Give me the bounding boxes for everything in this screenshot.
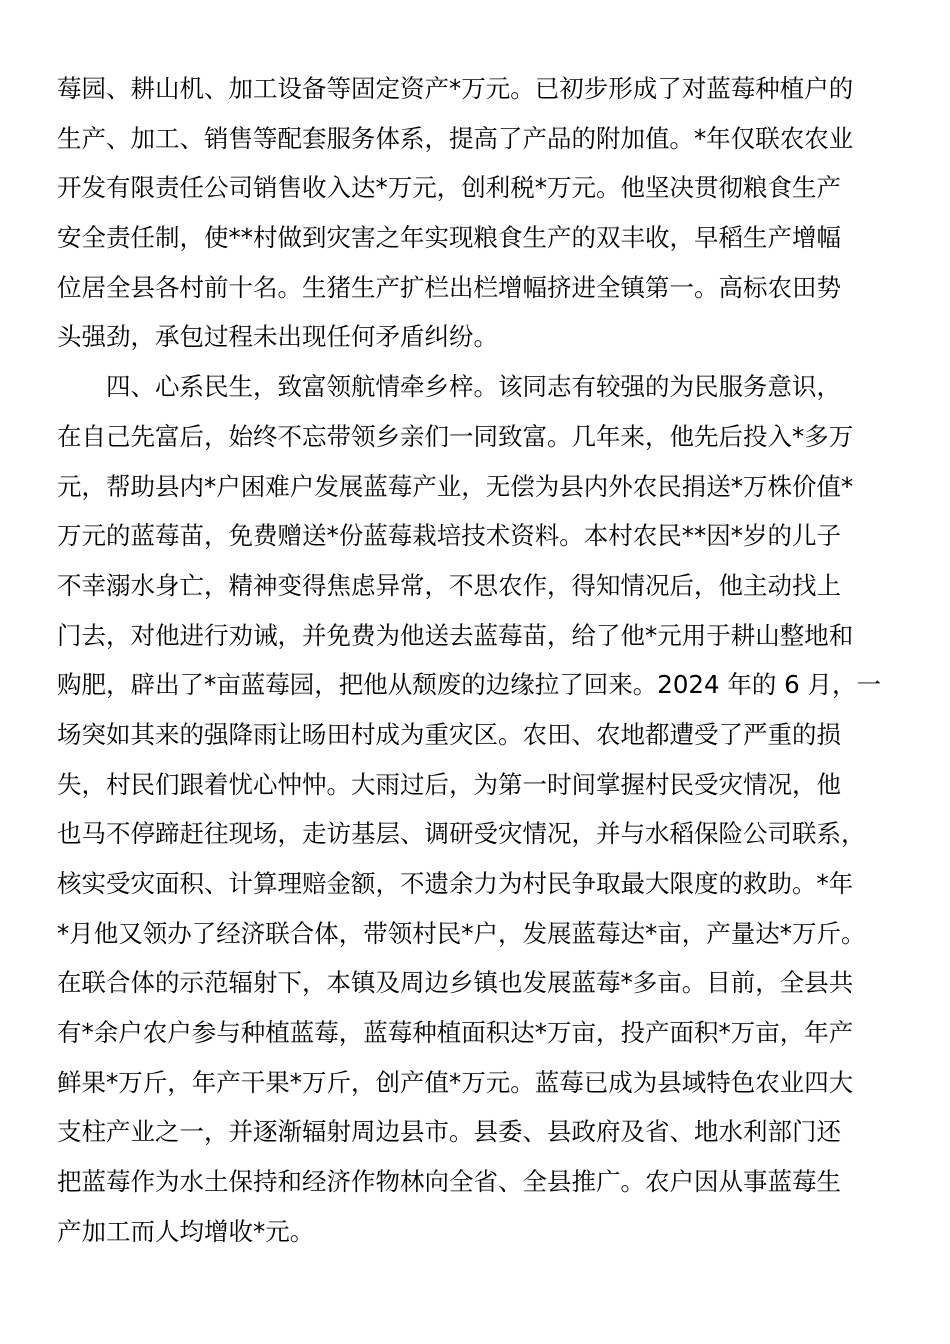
text-line: 场突如其来的强降雨让旸田村成为重灾区。农田、农地都遭受了严重的损 — [57, 719, 841, 749]
text-line: 在自己先富后，始终不忘带领乡亲们一同致富。几年来，他先后投入*多万 — [57, 421, 854, 451]
text-line: 位居全县各村前十名。生猪生产扩栏出栏增幅挤进全镇第一。高标农田势 — [57, 272, 841, 302]
text-line: 安全责任制，使**村做到灾害之年实现粮食生产的双丰收，早稻生产增幅 — [57, 223, 841, 253]
text-line: *月他又领办了经济联合体，带领村民*户，发展蓝莓达*亩，产量达*万斤。 — [57, 918, 866, 948]
text-line: 支柱产业之一，并逐渐辐射周边县市。县委、县政府及省、地水利部门还 — [57, 1117, 841, 1147]
document-body — [57, 64, 893, 1257]
text-line: 生产、加工、销售等配套服务体系，提高了产品的附加值。*年仅联农农业 — [57, 123, 854, 153]
text-line: 也马不停蹄赶往现场，走访基层、调研受灾情况，并与水稻保险公司联系， — [57, 819, 866, 849]
text-line: 产加工而人均增收*元。 — [57, 1216, 315, 1246]
text-line: 头强劲，承包过程未出现任何矛盾纠纷。 — [57, 322, 498, 352]
text-line: 不幸溺水身亡，精神变得焦虑异常，不思农作，得知情况后，他主动找上 — [57, 570, 841, 600]
text-line: 万元的蓝莓苗，免费赠送*份蓝莓栽培技术资料。本村农民**因*岁的儿子 — [57, 521, 841, 551]
text-line: 失，村民们跟着忧心忡忡。大雨过后，为第一时间掌握村民受灾情况，他 — [57, 769, 841, 799]
section-heading-line: 四、心系民生，致富领航情牵乡梓。该同志有较强的为民服务意识， — [106, 372, 841, 402]
text-line: 鲜果*万斤，年产干果*万斤，创产值*万元。蓝莓已成为县域特色农业四大 — [57, 1067, 854, 1097]
text-line: 有*余户农户参与种植蓝莓，蓝莓种植面积达*万亩，投产面积*万亩，年产 — [57, 1018, 854, 1048]
text-line: 核实受灾面积、计算理赔金额，不遗余力为村民争取最大限度的救助。*年 — [57, 869, 854, 898]
text-line: 在联合体的示范辐射下，本镇及周边乡镇也发展蓝莓*多亩。目前，全县共 — [57, 968, 854, 998]
text-line: 莓园、耕山机、加工设备等固定资产*万元。已初步形成了对蓝莓种植户的 — [57, 74, 854, 103]
text-line: 元，帮助县内*户困难户发展蓝莓产业，无偿为县内外农民捐送*万株价值* — [57, 471, 854, 501]
text-line: 把蓝莓作为水土保持和经济作物林向全省、全县推广。农户因从事蓝莓生 — [57, 1167, 841, 1197]
text-line: 门去，对他进行劝诫，并免费为他送去蓝莓苗，给了他*元用于耕山整地和 — [57, 620, 854, 650]
text-line: 购肥，辟出了*亩蓝莓园，把他从颓废的边缘拉了回来。2024 年的 6 月，一 — [57, 670, 882, 700]
text-line: 开发有限责任公司销售收入达*万元，创利税*万元。他坚决贯彻粮食生产 — [57, 173, 841, 203]
